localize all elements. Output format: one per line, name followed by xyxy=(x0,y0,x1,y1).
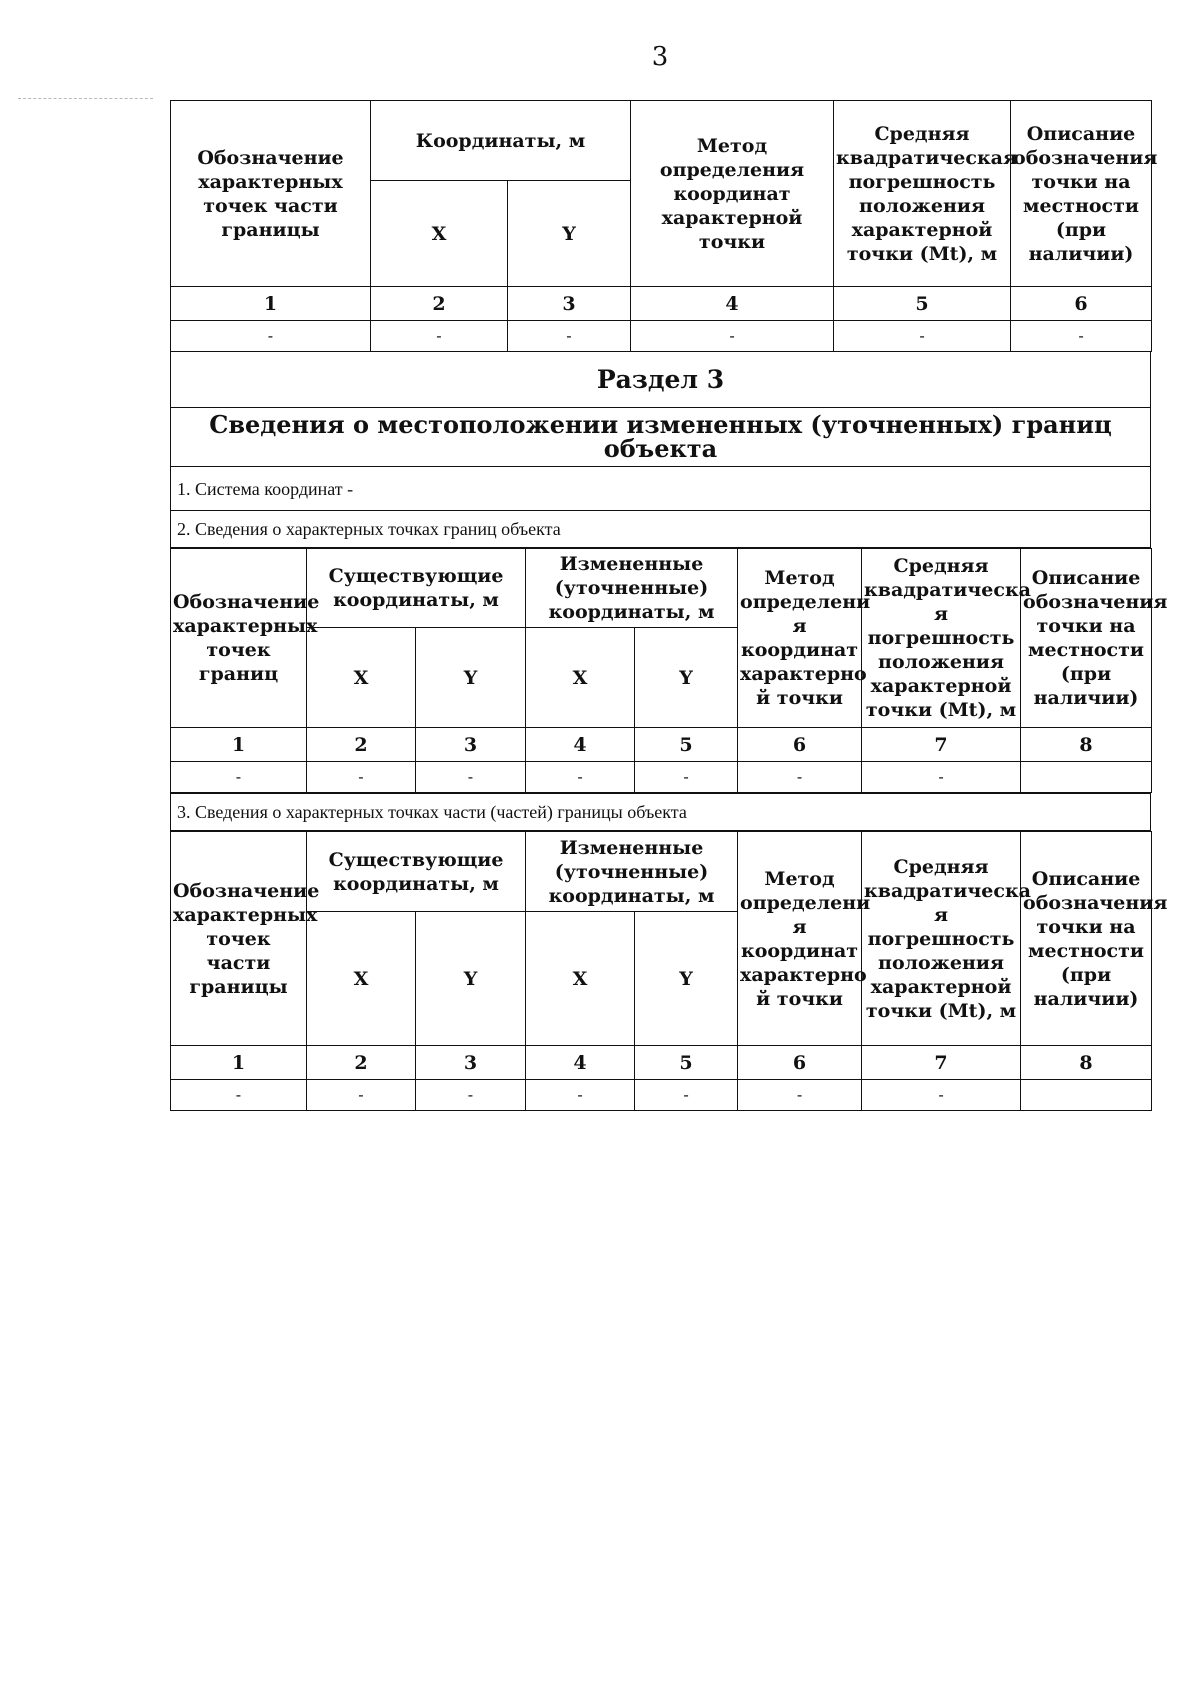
header-existing-coordinates: Существующие координаты, м xyxy=(307,549,526,628)
header-error: Средняя квадратическа я погрешность положения характерной точки (Mt), м xyxy=(862,549,1021,728)
page-number: 3 xyxy=(651,42,669,72)
header-x: X xyxy=(526,912,635,1046)
table-cell: - xyxy=(416,762,526,793)
table-cell: - xyxy=(635,762,738,793)
column-number: 4 xyxy=(526,1046,635,1080)
table-cell xyxy=(1021,762,1152,793)
header-y: Y xyxy=(635,912,738,1046)
header-designation: Обозначение характерных точек части границы xyxy=(171,832,307,1046)
table-row xyxy=(171,1080,1152,1111)
section-subtitle: Сведения о местоположении измененных (уточненных) границ объекта xyxy=(171,408,1151,467)
header-designation: Обозначение характерных точек границ xyxy=(171,549,307,728)
header-method: Метод определени я координат характерно й точки xyxy=(738,832,862,1046)
column-number: 3 xyxy=(416,728,526,762)
header-error: Средняя квадратическая погрешность положения характерной точки (Mt), м xyxy=(834,101,1011,287)
section-3-block xyxy=(170,352,1151,548)
column-number: 7 xyxy=(862,728,1021,762)
table-cell: - xyxy=(371,321,508,352)
header-y: Y xyxy=(508,181,631,287)
table-cell xyxy=(1021,1080,1152,1111)
column-number: 5 xyxy=(635,728,738,762)
table-cell: - xyxy=(171,1080,307,1111)
table-cell: - xyxy=(171,321,371,352)
column-number: 6 xyxy=(1011,287,1152,321)
header-description: Описание обозначения точки на местности (при наличии) xyxy=(1011,101,1152,287)
scan-artifact-line xyxy=(18,98,153,100)
column-number: 5 xyxy=(635,1046,738,1080)
parts-label-block xyxy=(170,793,1151,831)
boundary-points-label: 2. Сведения о характерных точках границ объекта xyxy=(171,511,1151,548)
column-number: 4 xyxy=(526,728,635,762)
column-number: 3 xyxy=(508,287,631,321)
header-changed-coordinates: Измененные (уточненные) координаты, м xyxy=(526,832,738,912)
header-y: Y xyxy=(635,628,738,728)
table-cell: - xyxy=(508,321,631,352)
table-cell: - xyxy=(862,1080,1021,1111)
table-cell: - xyxy=(171,762,307,793)
column-number: 2 xyxy=(307,728,416,762)
column-number: 2 xyxy=(307,1046,416,1080)
header-y: Y xyxy=(416,628,526,728)
column-number: 1 xyxy=(171,1046,307,1080)
table-cell: - xyxy=(307,1080,416,1111)
column-number: 4 xyxy=(631,287,834,321)
column-number-row xyxy=(171,1046,1152,1080)
table-cell: - xyxy=(526,1080,635,1111)
table-cell: - xyxy=(738,762,862,793)
header-x: X xyxy=(371,181,508,287)
column-number: 5 xyxy=(834,287,1011,321)
column-number: 8 xyxy=(1021,1046,1152,1080)
header-x: X xyxy=(526,628,635,728)
table-cell: - xyxy=(416,1080,526,1111)
column-number: 7 xyxy=(862,1046,1021,1080)
table-cell: - xyxy=(834,321,1011,352)
table-cell: - xyxy=(307,762,416,793)
header-changed-coordinates: Измененные (уточненные) координаты, м xyxy=(526,549,738,628)
table-cell: - xyxy=(738,1080,862,1111)
header-x: X xyxy=(307,628,416,728)
boundary-parts-label: 3. Сведения о характерных точках части (частей) границы объекта xyxy=(171,794,1151,831)
header-method: Метод определения координат характерной точки xyxy=(631,101,834,287)
column-number-row xyxy=(171,728,1152,762)
coordinate-system-line: 1. Система координат - xyxy=(171,467,1151,511)
header-x: X xyxy=(307,912,416,1046)
column-number: 1 xyxy=(171,287,371,321)
header-existing-coordinates: Существующие координаты, м xyxy=(307,832,526,912)
table-cell: - xyxy=(862,762,1021,793)
section-title: Раздел 3 xyxy=(171,352,1151,408)
header-description: Описание обозначения точки на местности (при наличии) xyxy=(1021,832,1152,1046)
column-number-row xyxy=(171,287,1152,321)
table-row xyxy=(171,762,1152,793)
table-cell: - xyxy=(1011,321,1152,352)
header-error: Средняя квадратическа я погрешность положения характерной точки (Mt), м xyxy=(862,832,1021,1046)
column-number: 6 xyxy=(738,728,862,762)
column-number: 8 xyxy=(1021,728,1152,762)
table-changed-boundary-points xyxy=(170,548,1168,793)
column-number: 3 xyxy=(416,1046,526,1080)
header-description: Описание обозначения точки на местности (при наличии) xyxy=(1021,549,1152,728)
column-number: 2 xyxy=(371,287,508,321)
table-cell: - xyxy=(631,321,834,352)
table-row xyxy=(171,321,1152,352)
header-method: Метод определени я координат характерно й точки xyxy=(738,549,862,728)
header-coordinates: Координаты, м xyxy=(371,101,631,181)
column-number: 6 xyxy=(738,1046,862,1080)
table-changed-boundary-part-points xyxy=(170,831,1168,1111)
document-sheet xyxy=(170,100,1168,1111)
header-y: Y xyxy=(416,912,526,1046)
column-number: 1 xyxy=(171,728,307,762)
table-cell: - xyxy=(526,762,635,793)
table-part-boundary-points xyxy=(170,100,1158,352)
header-designation: Обозначение характерных точек части границы xyxy=(171,101,371,287)
table-cell: - xyxy=(635,1080,738,1111)
